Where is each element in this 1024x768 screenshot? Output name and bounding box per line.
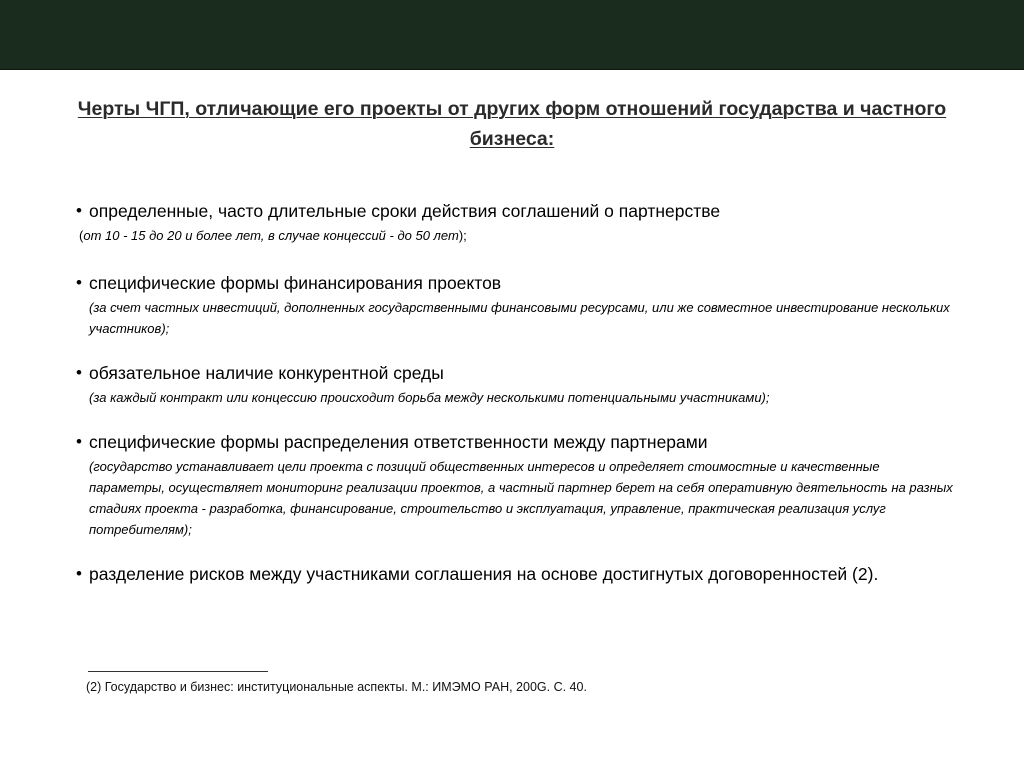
note-open-paren: (: [79, 228, 84, 243]
list-item: [76, 197, 956, 246]
list-item-note: [79, 225, 956, 246]
list-item-text: обязательное наличие конкурентной среды: [89, 363, 444, 383]
bullet-icon: •: [76, 564, 82, 583]
list-item: [76, 269, 956, 339]
list-item-text: определенные, часто длительные сроки действия соглашений о партнерстве: [89, 201, 721, 221]
list-item-text: специфические формы финансирования проектов: [89, 273, 502, 293]
note-close-paren: );: [458, 228, 467, 243]
list-item-text: специфические формы распределения ответственности между партнерами: [89, 432, 708, 452]
list-item: [76, 560, 956, 588]
list-item: [76, 359, 956, 408]
bullet-icon: •: [76, 201, 82, 220]
list-item: [76, 428, 956, 540]
list-item-note: (за счет частных инвестиций, дополненных государственными финансовыми ресурсами, или же совместное инвестирование нескольких участников);: [89, 300, 950, 336]
bullet-icon: •: [76, 363, 82, 382]
footnote-divider: [88, 671, 268, 672]
bullet-icon: •: [76, 273, 82, 292]
bullet-icon: •: [76, 432, 82, 451]
list-item-note: (за каждый контракт или концессию происходит борьба между несколькими потенциальными участниками);: [89, 390, 770, 405]
note-text: от 10 - 15 до 20 и более лет, в случае концессий - до 50 лет: [83, 228, 459, 243]
header-bar: [0, 0, 1024, 70]
list-item-note: (государство устанавливает цели проекта с позиций общественных интересов и определяет стоимостные и качественные параметры, осуществляет мониторинг реализации проектов, а частный партнер берет на себя оперативную деятельность на разных стадиях проекта - разработка, финансирование, строительство и эксплуатация, управление, практическая реализация услуг потребителям);: [89, 459, 953, 537]
list-item-text: разделение рисков между участниками соглашения на основе достигнутых договоренностей (2).: [89, 564, 879, 584]
footnote: (2) Государство и бизнес: институциональные аспекты. М.: ИМЭМО РАН, 200G. С. 40.: [86, 680, 587, 694]
slide-title: Черты ЧГП, отличающие его проекты от других форм отношений государства и частного бизнеса:: [77, 98, 947, 150]
feature-list: [76, 197, 956, 588]
